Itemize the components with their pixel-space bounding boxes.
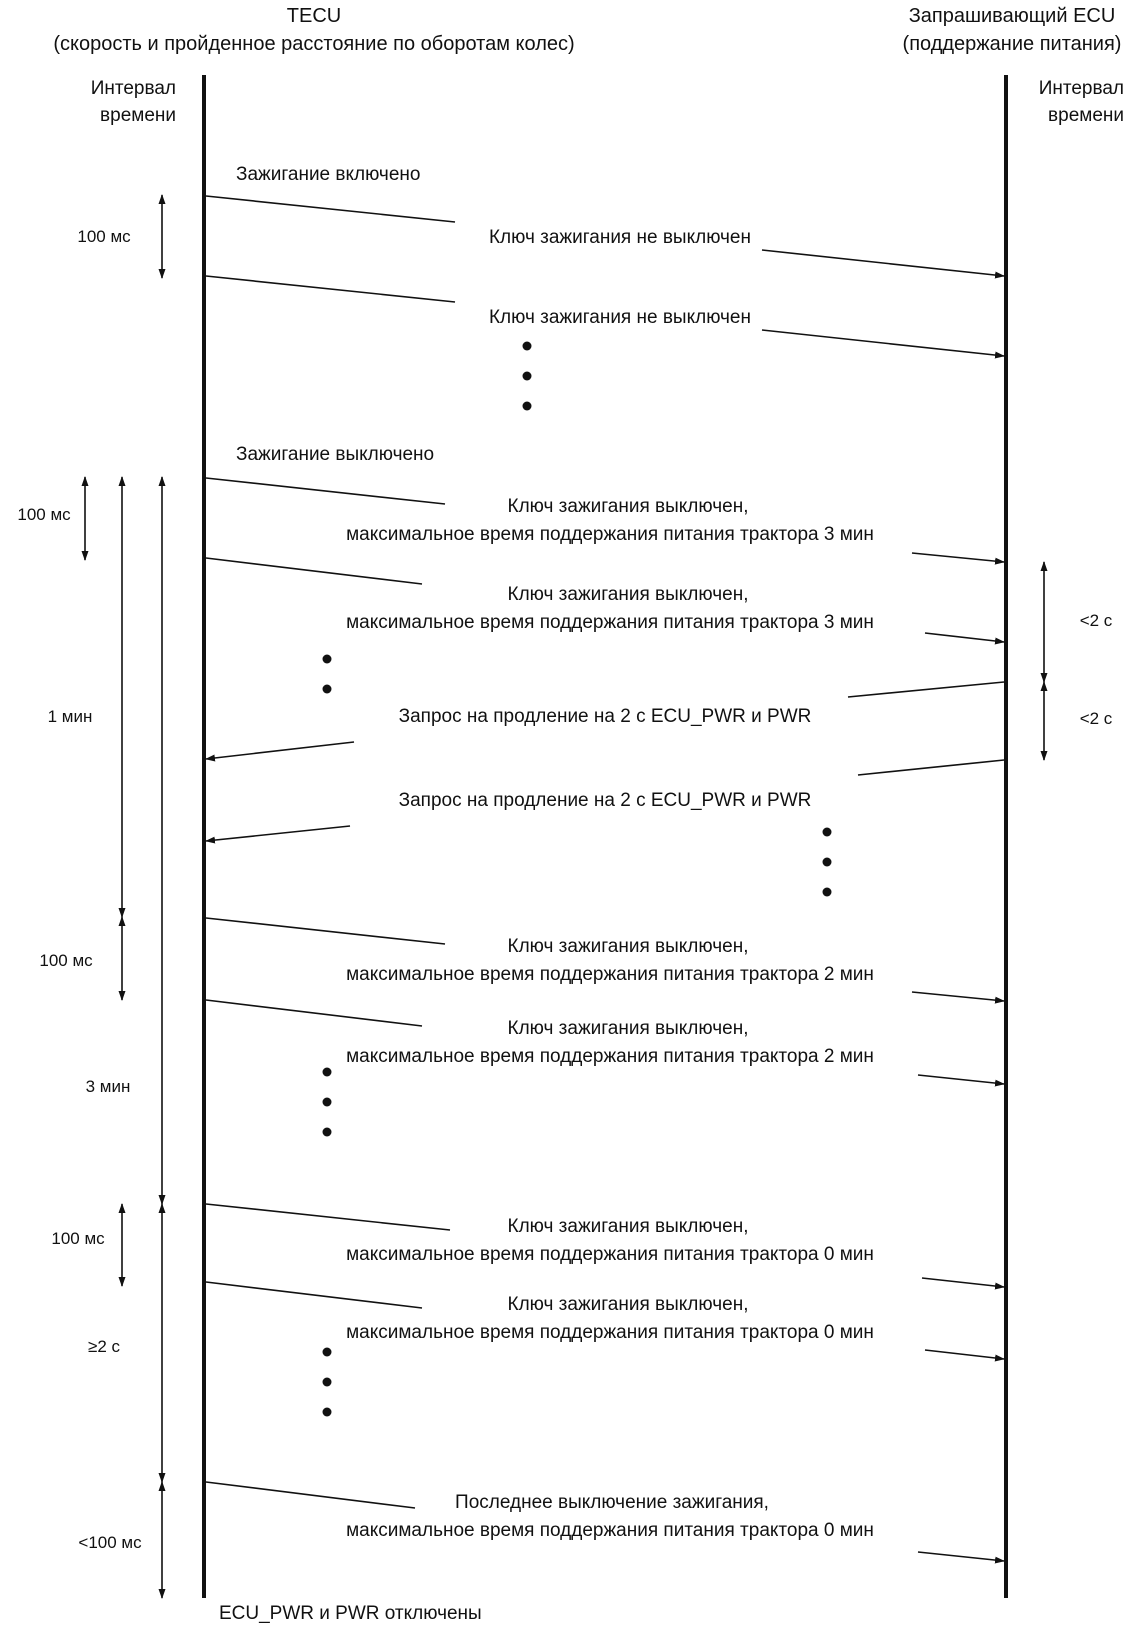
message-label: Ключ зажигания выключен,: [507, 1294, 749, 1315]
message-label: Последнее выключение зажигания,: [455, 1492, 769, 1513]
interval-label: 3 мин: [85, 1077, 131, 1096]
message-label-detail: максимальное время поддержания питания трактора 0 мин: [346, 1244, 874, 1265]
interval-3min: [86, 477, 162, 1204]
message-label-detail: максимальное время поддержания питания трактора 3 мин: [346, 612, 874, 633]
interval-label: <100 мс: [78, 1533, 142, 1552]
continuation-dots: [523, 342, 532, 411]
interval-label: ≥2 с: [87, 1337, 121, 1356]
message-key-off-2min-1: [206, 918, 1004, 1001]
message-label: Запрос на продление на 2 с ECU_PWR и PWR: [398, 790, 812, 811]
interval-right-lt2s-1: [1044, 562, 1113, 682]
message-label-detail: максимальное время поддержания питания трактора 0 мин: [346, 1520, 874, 1541]
interval-right-lt2s-2: [1044, 682, 1113, 760]
left-interval-header-line1: Интервал: [90, 78, 176, 99]
ignition-on-label: Зажигание включено: [236, 164, 421, 185]
message-label: Ключ зажигания выключен,: [507, 1216, 749, 1237]
message-label-detail: максимальное время поддержания питания трактора 2 мин: [346, 1046, 874, 1067]
interval-label: 1 мин: [47, 707, 93, 726]
interval-lt100ms: [78, 1482, 162, 1598]
interval-label: <2 с: [1079, 709, 1113, 728]
interval-label: 100 мс: [77, 227, 131, 246]
message-extend-request-2: [206, 760, 1004, 841]
message-label: Ключ зажигания выключен,: [507, 936, 749, 957]
interval-label: 100 мс: [17, 505, 71, 524]
message-key-off-3min-1: [206, 478, 1004, 562]
message-label: Запрос на продление на 2 с ECU_PWR и PWR: [398, 706, 812, 727]
requesting-ecu-subtitle: (поддержание питания): [902, 33, 1122, 55]
message-extend-request-1: [206, 682, 1004, 759]
right-interval-header-line2: времени: [1048, 105, 1124, 126]
power-cut-label: ECU_PWR и PWR отключены: [219, 1603, 482, 1624]
interval-ignition-off-100ms: [17, 477, 85, 560]
message-last-ignition-off: [206, 1482, 1004, 1561]
interval-label: 100 мс: [39, 951, 93, 970]
continuation-dots: [323, 1348, 332, 1417]
message-key-off-3min-2: [206, 558, 1004, 642]
message-label-detail: максимальное время поддержания питания трактора 3 мин: [346, 524, 874, 545]
message-label: Ключ зажигания выключен,: [507, 496, 749, 517]
message-key-off-0min-2: [206, 1282, 1004, 1359]
message-label: Ключ зажигания не выключен: [488, 307, 752, 328]
interval-third-100ms: [51, 1204, 122, 1286]
right-interval-header-line1: Интервал: [1038, 78, 1124, 99]
message-label-detail: максимальное время поддержания питания трактора 2 мин: [346, 964, 874, 985]
interval-second-100ms: [39, 917, 122, 1000]
message-label: Ключ зажигания выключен,: [507, 1018, 749, 1039]
continuation-dots: [823, 828, 832, 897]
continuation-dots: [323, 655, 332, 694]
message-key-not-off-1: [206, 196, 1004, 276]
ignition-off-label: Зажигание выключено: [236, 444, 435, 465]
tecu-subtitle: (скорость и пройденное расстояние по оборотам колес): [53, 33, 575, 55]
interval-label: <2 с: [1079, 611, 1113, 630]
message-label: Ключ зажигания не выключен: [488, 227, 752, 248]
continuation-dots: [323, 1068, 332, 1137]
message-key-off-0min-1: [206, 1204, 1004, 1287]
interval-label: 100 мс: [51, 1229, 105, 1248]
tecu-title: TECU: [286, 5, 342, 27]
left-interval-header-line2: времени: [100, 105, 176, 126]
message-key-not-off-2: [206, 276, 1004, 356]
message-label-detail: максимальное время поддержания питания трактора 0 мин: [346, 1322, 874, 1343]
interval-ignition-on-100ms: [77, 195, 162, 278]
requesting-ecu-title: Запрашивающий ECU: [908, 5, 1116, 27]
message-label: Ключ зажигания выключен,: [507, 584, 749, 605]
